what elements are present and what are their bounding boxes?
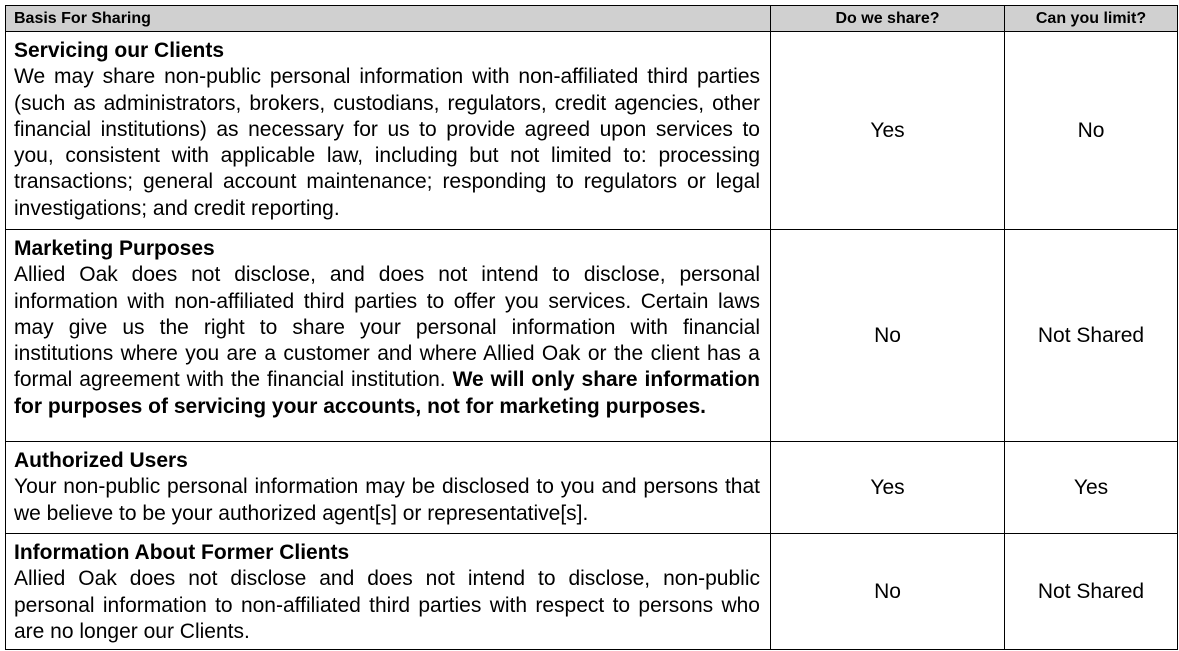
basis-cell xyxy=(6,442,771,534)
row-text: We may share non-public personal information with non-affiliated third parties (such as administrators, brokers, custodians, regulators, credit agencies, other financial institutions) as necessary for us to provide agreed upon services to you, consistent with applicable law, including but not limited to: processing transactions; general account maintenance; responding to regulators or legal investigations; and credit reporting. xyxy=(14,65,760,220)
privacy-sharing-table-container xyxy=(5,5,1178,650)
basis-cell xyxy=(6,32,771,230)
share-value: No xyxy=(771,534,1005,650)
row-text: Your non-public personal information may be disclosed to you and persons that we believe to be your authorized agent[s] or representative[s]. xyxy=(14,475,760,525)
limit-value: No xyxy=(1005,32,1178,230)
limit-value: Yes xyxy=(1005,442,1178,534)
limit-value: Not Shared xyxy=(1005,534,1178,650)
row-text: Allied Oak does not disclose and does not intend to disclose, non-public personal information to non-affiliated third parties with respect to persons who are no longer our Clients. xyxy=(14,567,760,643)
share-value: Yes xyxy=(771,32,1005,230)
limit-value: Not Shared xyxy=(1005,230,1178,442)
table-row xyxy=(6,230,1178,442)
table-row xyxy=(6,32,1178,230)
header-share: Do we share? xyxy=(771,6,1005,32)
share-value: No xyxy=(771,230,1005,442)
basis-cell xyxy=(6,230,771,442)
table-row xyxy=(6,442,1178,534)
basis-cell xyxy=(6,534,771,650)
share-value: Yes xyxy=(771,442,1005,534)
header-limit: Can you limit? xyxy=(1005,6,1178,32)
header-basis: Basis For Sharing xyxy=(6,6,771,32)
row-text: Allied Oak does not disclose, and does not intend to disclose, personal information with non-affiliated third parties to offer you services. Certain laws may give us the right to share your personal information with financial institutions where you are a customer and where Allied Oak or the client has a formal agreement with the financial institution. xyxy=(14,263,760,392)
row-title: Servicing our Clients xyxy=(14,39,225,62)
row-title: Marketing Purposes xyxy=(14,237,215,260)
table-row xyxy=(6,534,1178,650)
row-title: Authorized Users xyxy=(14,449,188,472)
table-header-row xyxy=(6,6,1178,32)
row-title: Information About Former Clients xyxy=(14,541,350,564)
privacy-sharing-table xyxy=(5,5,1178,650)
row-emphasis: We will only share information for purposes of servicing your accounts, not for marketing purposes. xyxy=(14,368,760,418)
